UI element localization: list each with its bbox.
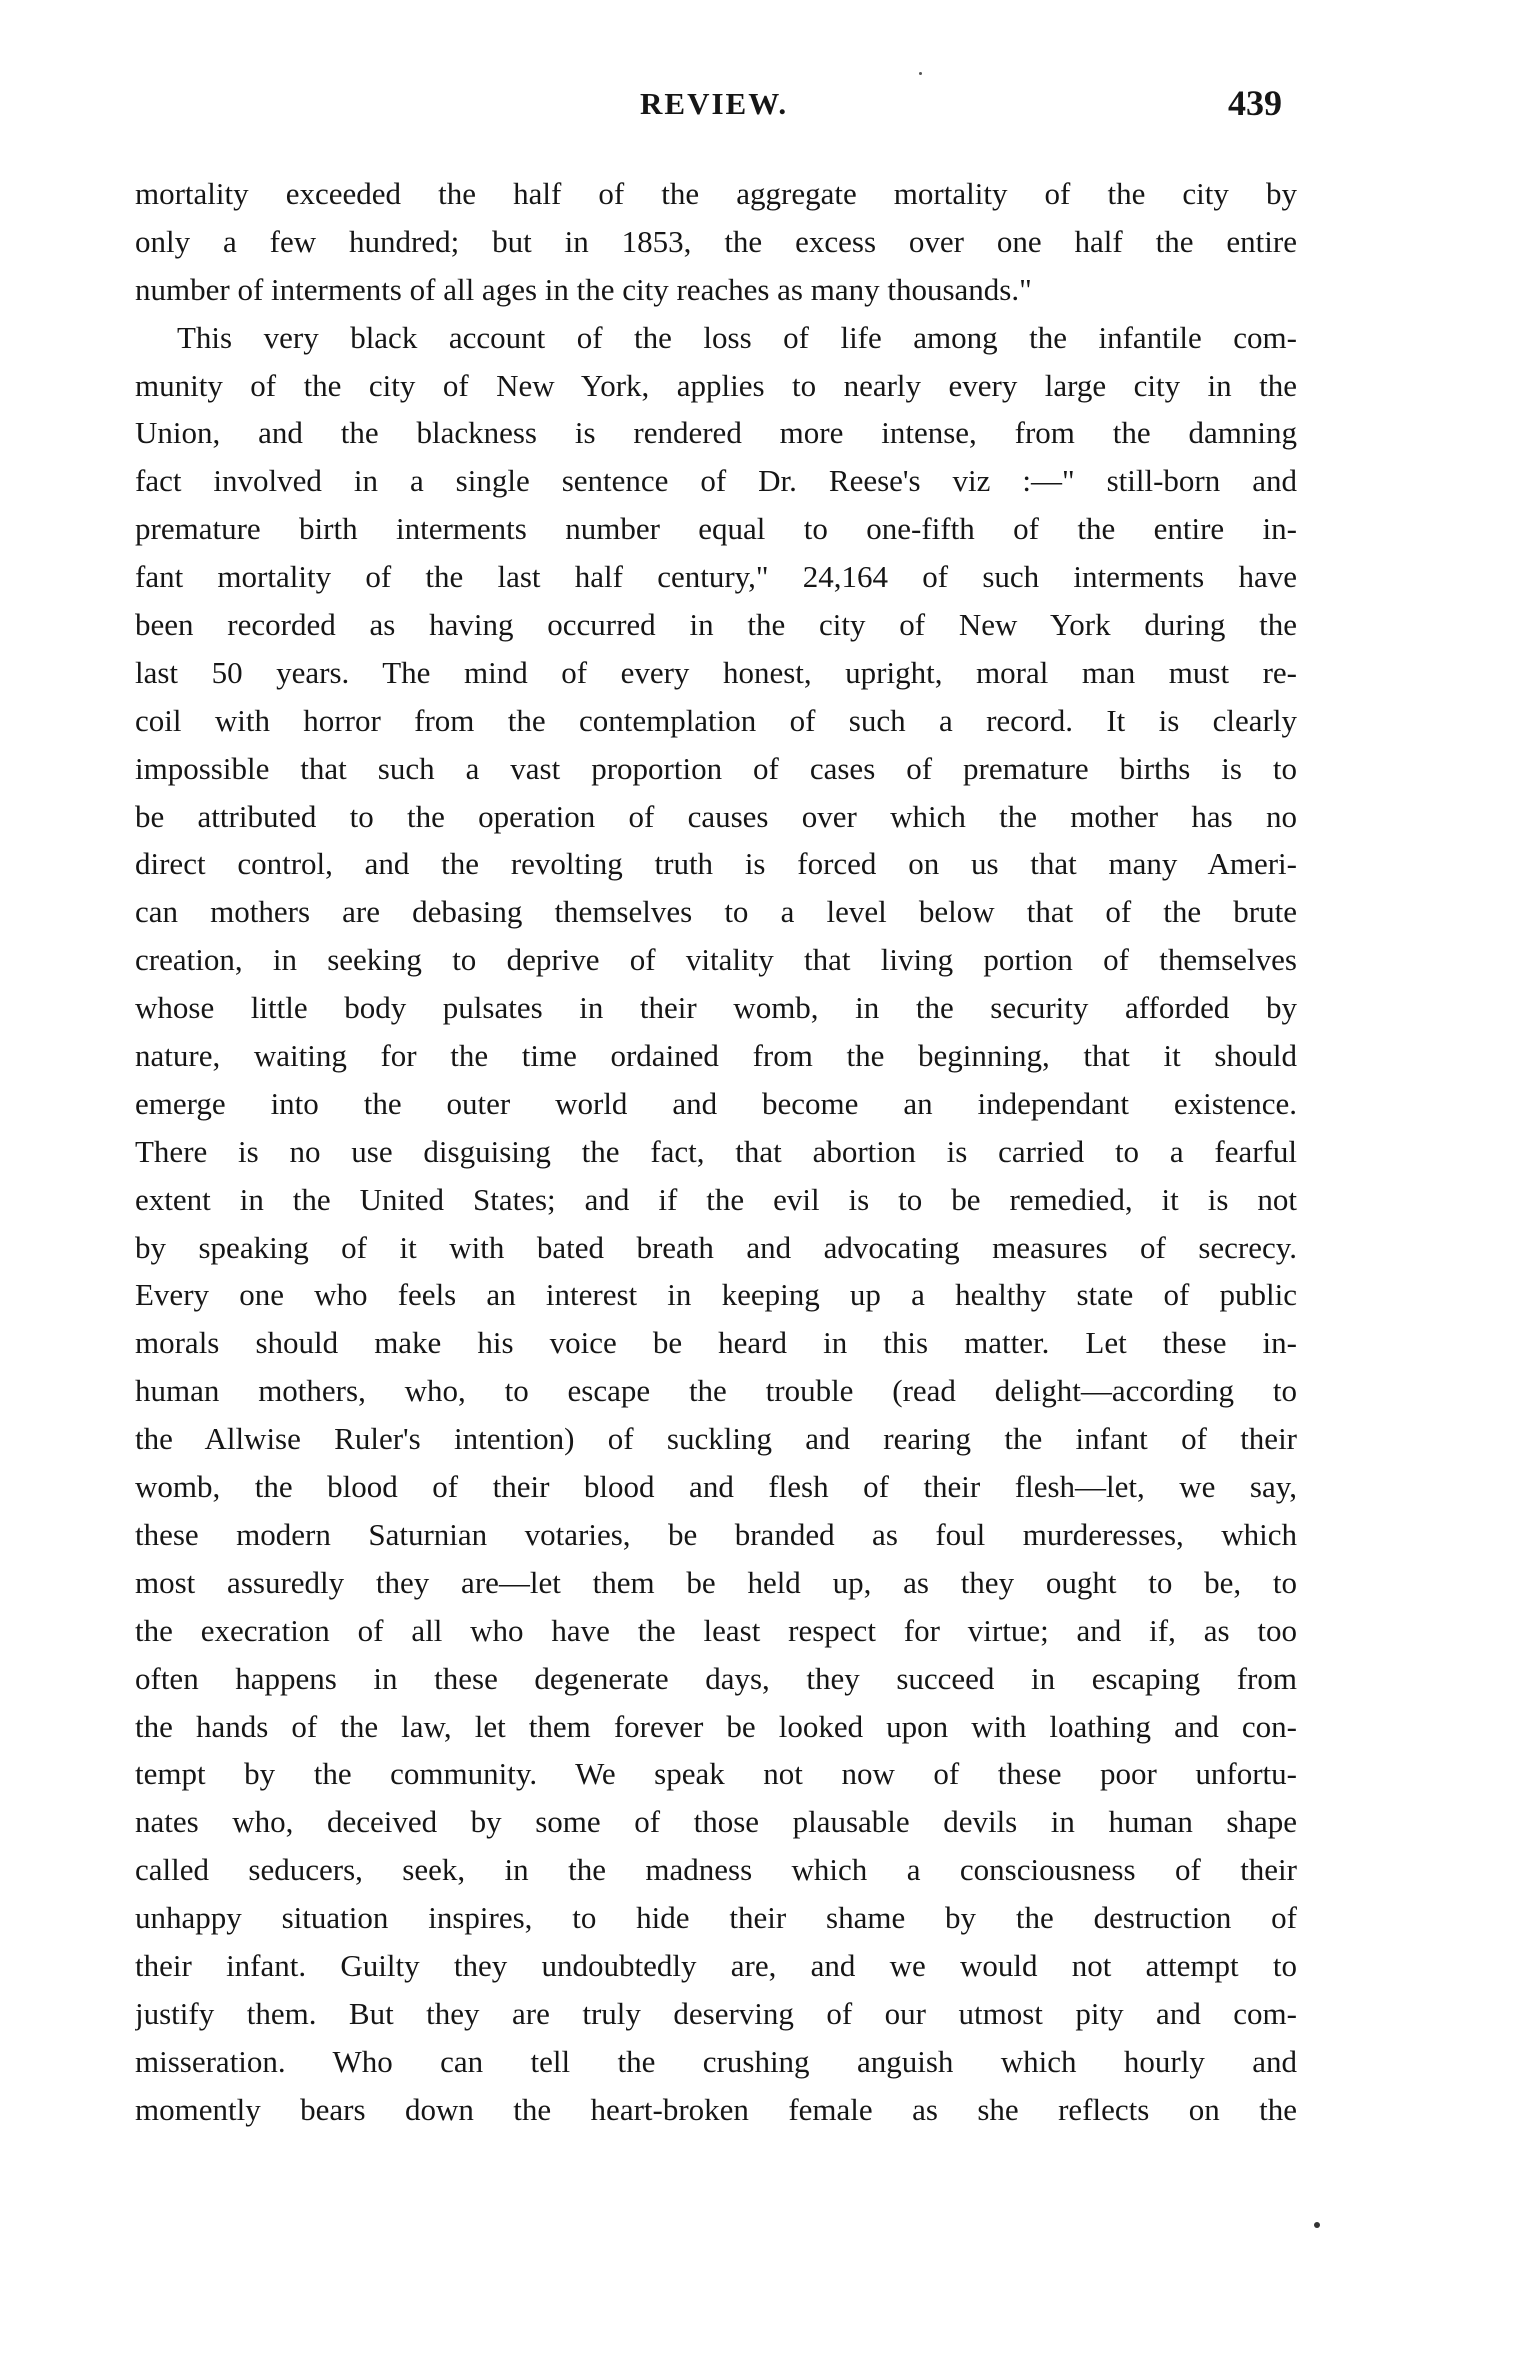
running-title: REVIEW. bbox=[640, 86, 789, 121]
text-line: premature birth interments number equal to one-fifth of the entire in- bbox=[135, 511, 1297, 547]
text-line: by speaking of it with bated breath and advocating measures of secrecy. bbox=[135, 1229, 1297, 1265]
text-line: most assuredly they are—let them be held up, as they ought to be, to bbox=[135, 1564, 1297, 1600]
text-line: nates who, deceived by some of those plausable devils in human shape bbox=[135, 1804, 1297, 1840]
text-line: morals should make his voice be heard in this matter. Let these in- bbox=[135, 1325, 1297, 1361]
text-line: There is no use disguising the fact, that abortion is carried to a fearful bbox=[135, 1133, 1297, 1169]
running-head bbox=[0, 83, 1527, 126]
text-line: Every one who feels an interest in keeping up a healthy state of public bbox=[135, 1277, 1297, 1313]
page-number: 439 bbox=[1228, 83, 1282, 123]
text-line: called seducers, seek, in the madness which a consciousness of their bbox=[135, 1852, 1297, 1888]
text-line: nature, waiting for the time ordained from the beginning, that it should bbox=[135, 1038, 1297, 1074]
text-line: human mothers, who, to escape the trouble (read delight—according to bbox=[135, 1373, 1297, 1409]
text-line: number of interments of all ages in the city reaches as many thousands." bbox=[135, 271, 1032, 307]
text-line: extent in the United States; and if the evil is to be remedied, it is not bbox=[135, 1181, 1297, 1217]
text-line: coil with horror from the contemplation of such a record. It is clearly bbox=[135, 702, 1297, 738]
ink-speck bbox=[1314, 2222, 1320, 2228]
text-line: fant mortality of the last half century," 24,164 of such interments have bbox=[135, 559, 1297, 595]
text-line: emerge into the outer world and become an independant existence. bbox=[135, 1085, 1297, 1121]
text-line: be attributed to the operation of causes over which the mother has no bbox=[135, 798, 1297, 834]
text-line: fact involved in a single sentence of Dr. Reese's viz :—" still-born and bbox=[135, 463, 1297, 499]
body-text bbox=[135, 170, 1297, 2134]
text-line: impossible that such a vast proportion of cases of premature births is to bbox=[135, 750, 1297, 786]
text-line: the execration of all who have the least respect for virtue; and if, as too bbox=[135, 1612, 1297, 1648]
text-line: momently bears down the heart-broken female as she reflects on the bbox=[135, 2091, 1297, 2127]
text-line: creation, in seeking to deprive of vitality that living portion of themselves bbox=[135, 942, 1297, 978]
text-line: mortality exceeded the half of the aggregate mortality of the city by bbox=[135, 176, 1297, 211]
text-line: unhappy situation inspires, to hide their shame by the destruction of bbox=[135, 1900, 1297, 1936]
text-line: the Allwise Ruler's intention) of suckling and rearing the infant of their bbox=[135, 1421, 1297, 1457]
text-line: womb, the blood of their blood and flesh of their flesh—let, we say, bbox=[135, 1469, 1297, 1505]
text-line: This very black account of the loss of life among the infantile com- bbox=[177, 319, 1297, 355]
text-line: these modern Saturnian votaries, be branded as foul murderesses, which bbox=[135, 1516, 1297, 1552]
text-line: Union, and the blackness is rendered more intense, from the damning bbox=[135, 415, 1297, 451]
ink-speck bbox=[919, 72, 922, 75]
text-line: tempt by the community. We speak not now of these poor unfortu- bbox=[135, 1756, 1297, 1792]
text-line: munity of the city of New York, applies to nearly every large city in the bbox=[135, 367, 1297, 403]
text-line: direct control, and the revolting truth is forced on us that many Ameri- bbox=[135, 846, 1297, 882]
text-line: only a few hundred; but in 1853, the excess over one half the entire bbox=[135, 223, 1297, 259]
text-line: justify them. But they are truly deserving of our utmost pity and com- bbox=[135, 1995, 1297, 2031]
text-line: the hands of the law, let them forever be looked upon with loathing and con- bbox=[135, 1708, 1297, 1744]
text-line: whose little body pulsates in their womb, in the security afforded by bbox=[135, 990, 1297, 1026]
text-line: can mothers are debasing themselves to a level below that of the brute bbox=[135, 894, 1297, 930]
text-line: their infant. Guilty they undoubtedly are, and we would not attempt to bbox=[135, 1947, 1297, 1983]
text-line: been recorded as having occurred in the city of New York during the bbox=[135, 607, 1297, 643]
text-line: often happens in these degenerate days, they succeed in escaping from bbox=[135, 1660, 1297, 1696]
text-line: last 50 years. The mind of every honest, upright, moral man must re- bbox=[135, 654, 1297, 690]
text-line: misseration. Who can tell the crushing anguish which hourly and bbox=[135, 2043, 1297, 2079]
